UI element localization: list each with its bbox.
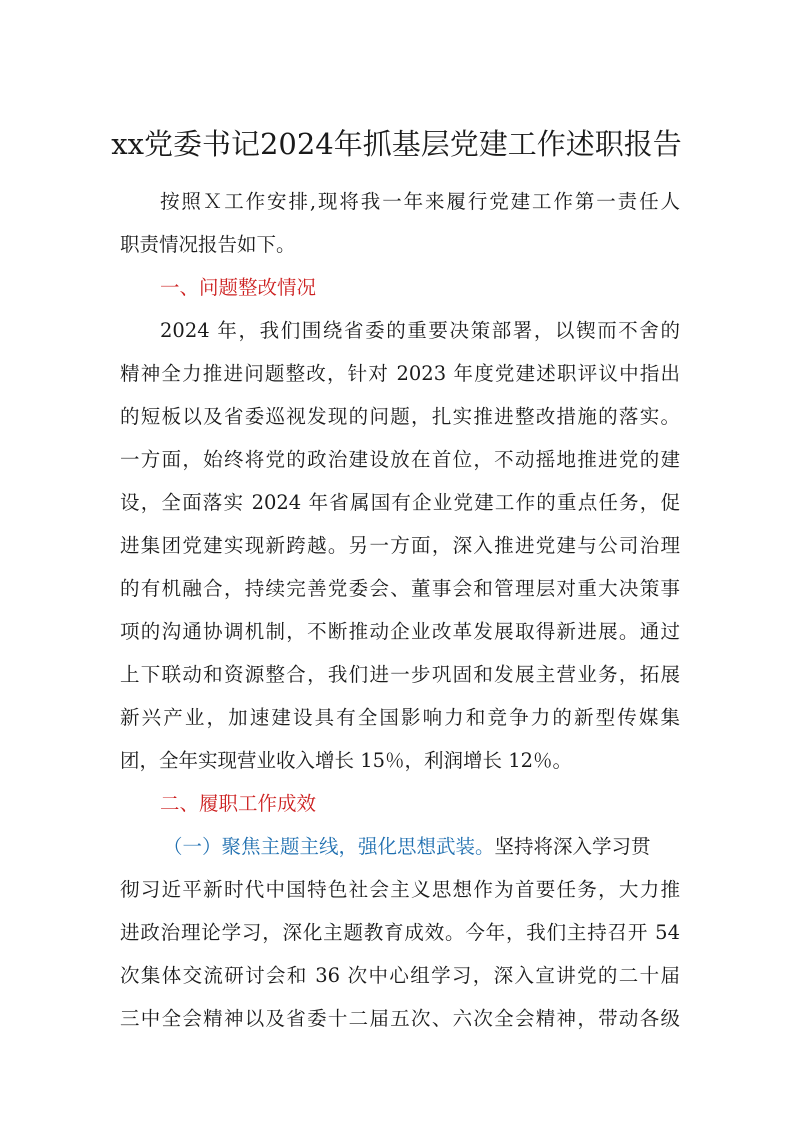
intro-line: 职责情况报告如下。 bbox=[120, 233, 296, 256]
paragraph-line: 设，全面落实 2024 年省属国有企业党建工作的重点任务，促 bbox=[120, 491, 680, 514]
paragraph-line: 2024 年，我们围绕省委的重要决策部署，以锲而不舍的 bbox=[160, 319, 680, 342]
paragraph-line: 项的沟通协调机制，不断推动企业改革发展取得新进展。通过 bbox=[120, 620, 680, 643]
paragraph-line: 团，全年实现营业收入增长 15％，利润增长 12％。 bbox=[120, 749, 573, 772]
paragraph-line: 彻习近平新时代中国特色社会主义思想作为首要任务，大力推 bbox=[120, 878, 680, 901]
subsection-heading: （一）聚焦主题主线，强化思想武装。 bbox=[163, 835, 495, 858]
paragraph-line: 的有机融合，持续完善党委会、董事会和管理层对重大决策事 bbox=[120, 577, 680, 600]
paragraph-line: 进集团党建实现新跨越。另一方面，深入推进党建与公司治理 bbox=[120, 534, 680, 557]
paragraph-text: 坚持将深入学习贯 bbox=[494, 835, 651, 858]
section-heading: 二、履职工作成效 bbox=[160, 792, 317, 815]
section-heading: 一、问题整改情况 bbox=[160, 276, 317, 299]
subsection-line bbox=[163, 832, 680, 862]
paragraph-line: 进政治理论学习，深化主题教育成效。今年，我们主持召开 54 bbox=[120, 921, 680, 944]
paragraph-line: 次集体交流研讨会和 36 次中心组学习，深入宣讲党的二十届 bbox=[120, 964, 680, 987]
paragraph-line: 三中全会精神以及省委十二届五次、六次全会精神，带动各级 bbox=[120, 1007, 680, 1030]
paragraph-line: 新兴产业，加速建设具有全国影响力和竞争力的新型传媒集 bbox=[120, 706, 680, 729]
intro-line: 按照Ｘ工作安排,现将我一年来履行党建工作第一责任人 bbox=[160, 190, 680, 213]
paragraph-line: 精神全力推进问题整改，针对 2023 年度党建述职评议中指出 bbox=[120, 362, 680, 385]
paragraph-line: 的短板以及省委巡视发现的问题，扎实推进整改措施的落实。 bbox=[120, 405, 680, 428]
paragraph-line: 上下联动和资源整合，我们进一步巩固和发展主营业务，拓展 bbox=[120, 663, 680, 686]
paragraph-line: 一方面，始终将党的政治建设放在首位，不动摇地推进党的建 bbox=[120, 448, 680, 471]
document-title: xx党委书记2024年抓基层党建工作述职报告 bbox=[111, 127, 682, 161]
